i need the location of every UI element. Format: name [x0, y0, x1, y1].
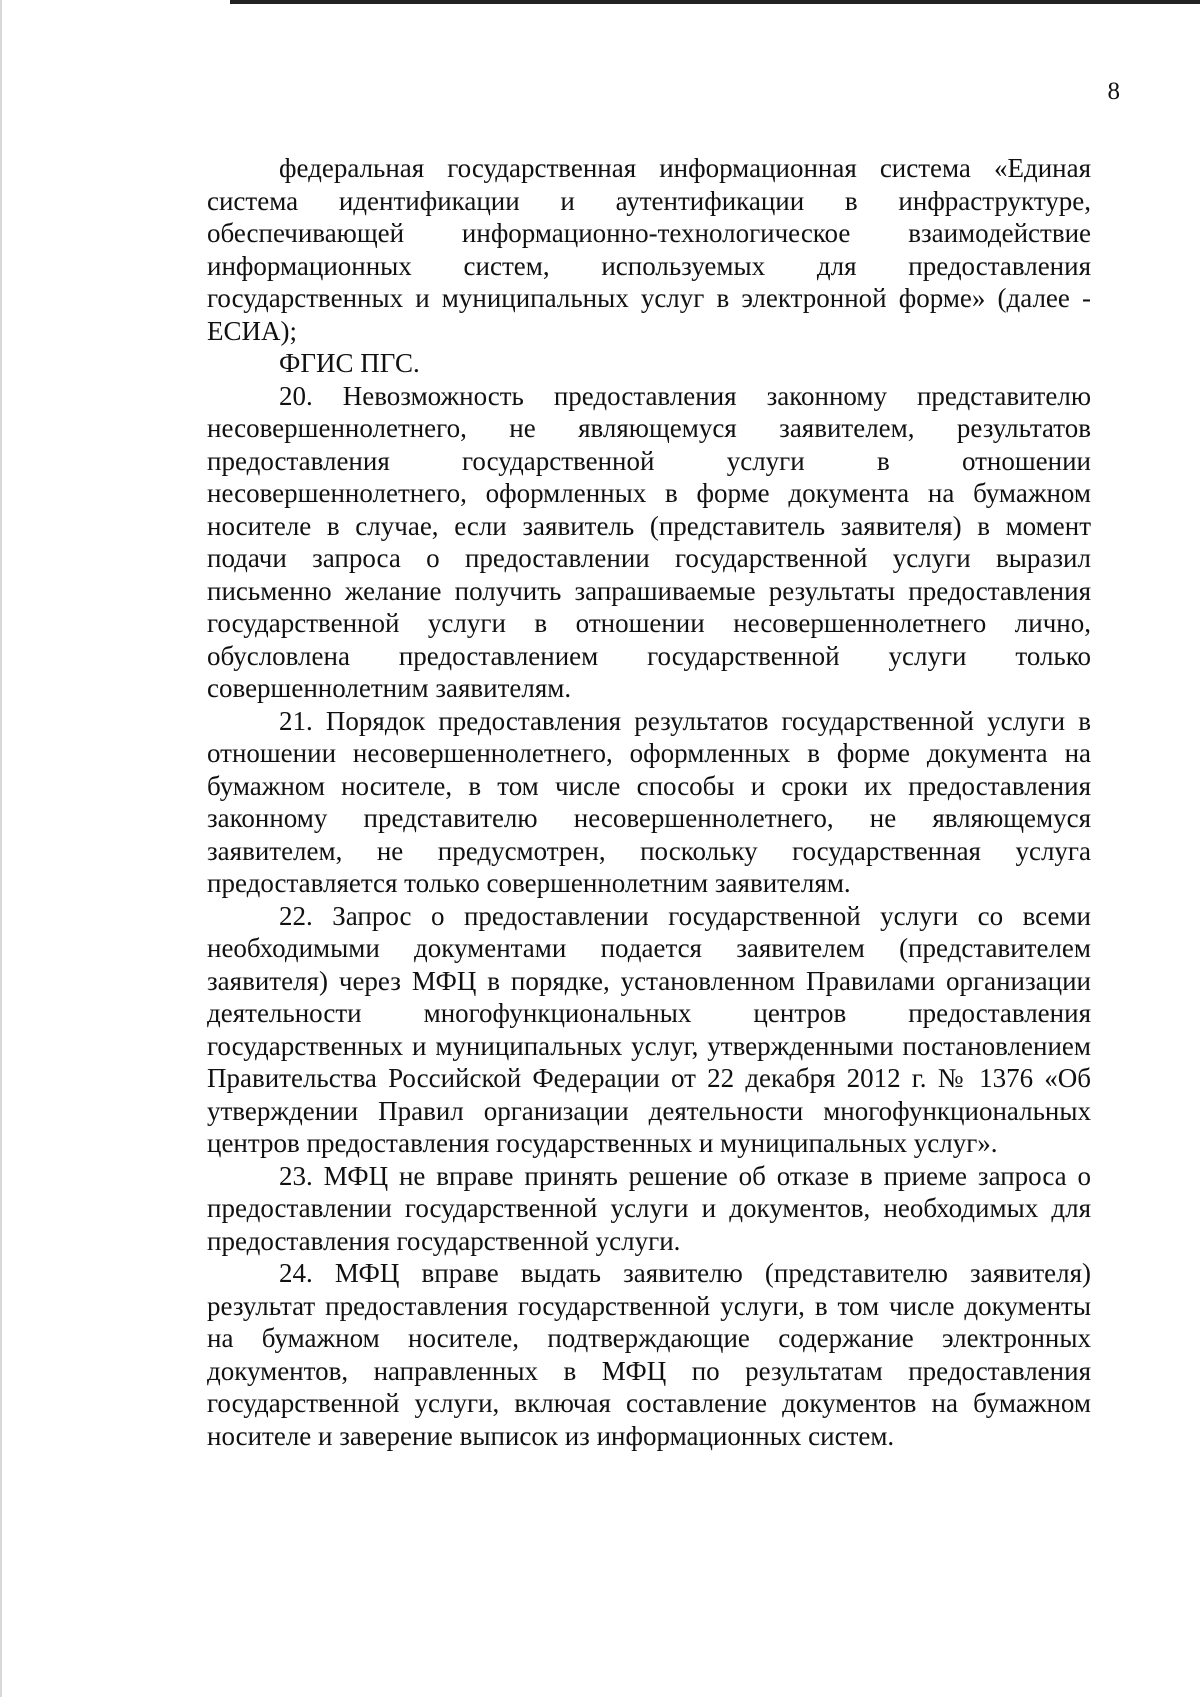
document-body: [207, 152, 1091, 1452]
paragraph-24: 24. МФЦ вправе выдать заявителю (представителю заявителя) результат предоставления государственной услуги, в том числе документы на бумажном носителе, подтверждающие содержание электронных документов, направленных в МФЦ по результатам предоставления государственной услуги, включая составление документов на бумажном носителе и заверение выписок из информационных систем.: [207, 1258, 1091, 1451]
page-number: 8: [1107, 78, 1120, 105]
scan-left-edge: [0, 0, 2, 1697]
paragraph-22: 22. Запрос о предоставлении государственной услуги со всеми необходимыми документами подается заявителем (представителем заявителя) через МФЦ в порядке, установленном Правилами организации деятельности многофункциональных центров предоставления государственных и муниципальных услуг, утвержденными постановлением Правительства Российской Федерации от 22 декабря 2012 г. № 1376 «Об утверждении Правил организации деятельности многофункциональных центров предоставления государственных и муниципальных услуг».: [207, 900, 1091, 1158]
scan-top-edge: [230, 0, 1200, 4]
paragraph-esia-definition: федеральная государственная информационная система «Единая система идентификации и аутентификации в инфраструктуре, обеспечивающей информационно-технологическое взаимодействие информационных систем, используемых для предоставления государственных и муниципальных услуг в электронной форме» (далее - ЕСИА);: [207, 153, 1091, 346]
paragraph-20: 20. Невозможность предоставления законному представителю несовершеннолетнего, не являющемуся заявителем, результатов предоставления государственной услуги в отношении несовершеннолетнего, оформленных в форме документа на бумажном носителе в случае, если заявитель (представитель заявителя) в момент подачи запроса о предоставлении государственной услуги выразил письменно желание получить запрашиваемые результаты предоставления государственной услуги в отношении несовершеннолетнего лично, обусловлена предоставлением государственной услуги только совершеннолетним заявителям.: [207, 380, 1091, 703]
paragraph-21: 21. Порядок предоставления результатов государственной услуги в отношении несовершеннолетнего, оформленных в форме документа на бумажном носителе, в том числе способы и сроки их предоставления законному представителю несовершеннолетнего, не являющемуся заявителем, не предусмотрен, поскольку государственная услуга предоставляется только совершеннолетним заявителям.: [207, 705, 1091, 898]
paragraph-fgis-pgs: ФГИС ПГС.: [279, 348, 420, 378]
paragraph-23: 23. МФЦ не вправе принять решение об отказе в приеме запроса о предоставлении государственной услуги и документов, необходимых для предоставления государственной услуги.: [207, 1160, 1091, 1256]
